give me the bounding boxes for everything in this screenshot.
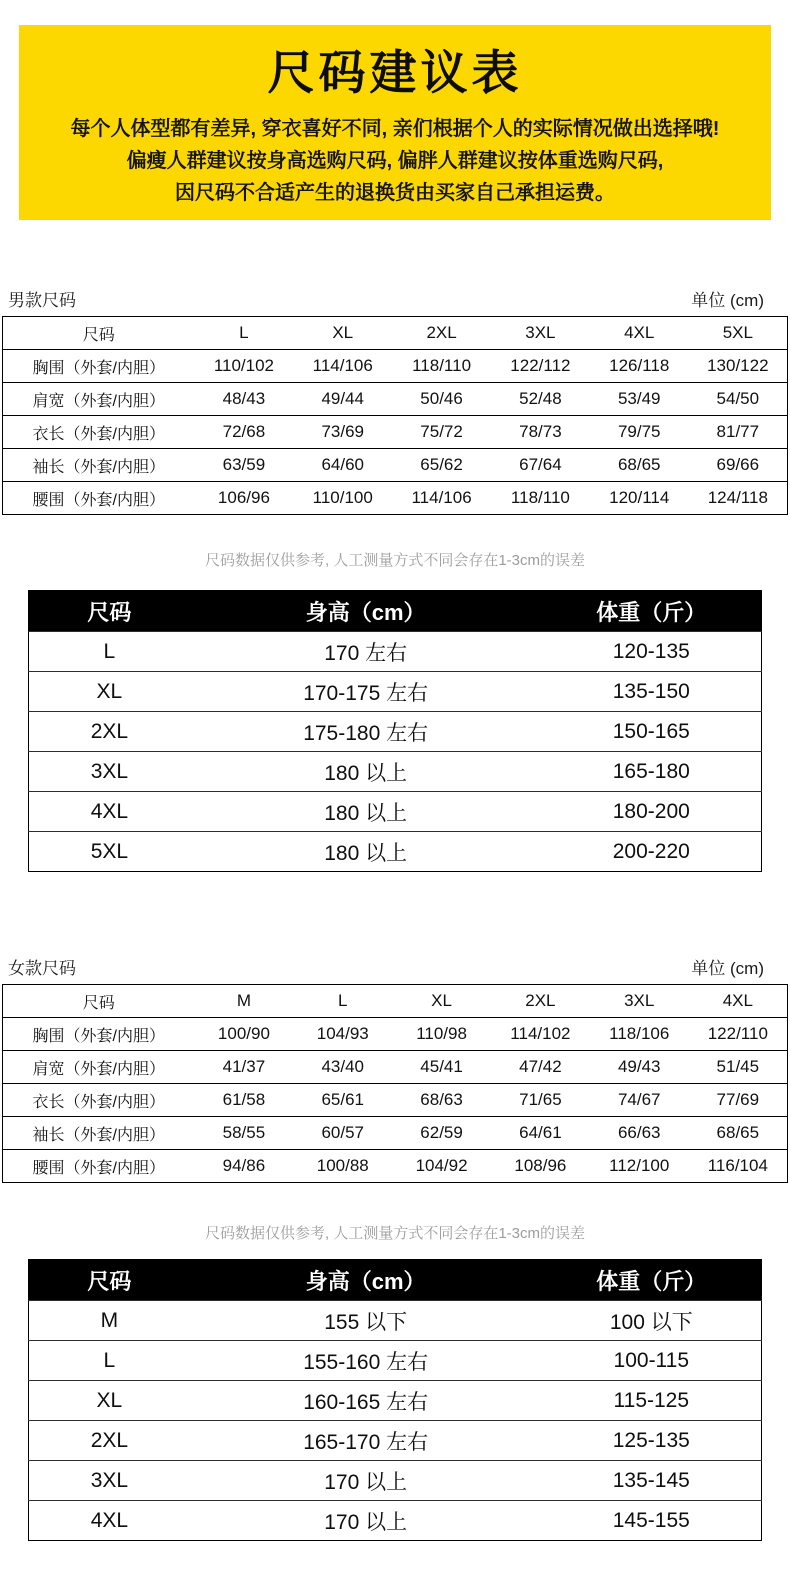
cell: 47/42: [491, 1051, 590, 1084]
cell: 72/68: [195, 416, 294, 449]
men-measurement-table: [2, 316, 788, 515]
column-header: M: [195, 985, 294, 1018]
men-section-label: 男款尺码: [8, 291, 76, 310]
cell: 79/75: [590, 416, 689, 449]
column-header: 尺码: [3, 985, 195, 1018]
cell: 200-220: [542, 832, 762, 872]
cell: 94/86: [195, 1150, 294, 1183]
cell: 180-200: [542, 792, 762, 832]
cell: 100/90: [195, 1018, 294, 1051]
cell: 73/69: [293, 416, 392, 449]
cell: 67/64: [491, 449, 590, 482]
cell: 120-135: [542, 632, 762, 672]
cell: 180 以上: [190, 832, 542, 872]
row-label: L: [29, 632, 190, 672]
table-row: [29, 1501, 762, 1541]
row-label: 袖长（外套/内胆）: [3, 1117, 195, 1150]
cell: 122/112: [491, 350, 590, 383]
cell: 50/46: [392, 383, 491, 416]
row-label: 3XL: [29, 752, 190, 792]
cell: 165-180: [542, 752, 762, 792]
cell: 122/110: [689, 1018, 788, 1051]
table-row: [3, 1051, 788, 1084]
column-header: 4XL: [689, 985, 788, 1018]
cell: 68/65: [590, 449, 689, 482]
column-header: 尺码: [29, 1260, 190, 1301]
row-label: XL: [29, 672, 190, 712]
cell: 54/50: [689, 383, 788, 416]
cell: 64/60: [293, 449, 392, 482]
cell: 175-180 左右: [190, 712, 542, 752]
row-label: 肩宽（外套/内胆）: [3, 1051, 195, 1084]
men-recommendation-table: [28, 590, 762, 872]
cell: 160-165 左右: [190, 1381, 542, 1421]
column-header: 尺码: [3, 317, 195, 350]
cell: 66/63: [590, 1117, 689, 1150]
table-row: [29, 1341, 762, 1381]
women-section-header: [0, 954, 790, 979]
men-section-header: [0, 286, 790, 311]
cell: 74/67: [590, 1084, 689, 1117]
table-row: [3, 449, 788, 482]
women-note: 尺码数据仅供参考, 人工测量方式不同会存在1-3cm的误差: [204, 1225, 585, 1242]
column-header: 5XL: [689, 317, 788, 350]
row-label: XL: [29, 1381, 190, 1421]
row-label: 胸围（外套/内胆）: [3, 1018, 195, 1051]
cell: 51/45: [689, 1051, 788, 1084]
cell: 69/66: [689, 449, 788, 482]
header-row: [3, 985, 788, 1018]
cell: 170 以上: [190, 1461, 542, 1501]
cell: 150-165: [542, 712, 762, 752]
cell: 75/72: [392, 416, 491, 449]
cell: 124/118: [689, 482, 788, 515]
cell: 41/37: [195, 1051, 294, 1084]
row-label: 3XL: [29, 1461, 190, 1501]
column-header: 体重（斤）: [542, 591, 762, 632]
row-label: 肩宽（外套/内胆）: [3, 383, 195, 416]
cell: 49/44: [293, 383, 392, 416]
cell: 61/58: [195, 1084, 294, 1117]
cell: 106/96: [195, 482, 294, 515]
cell: 100/88: [293, 1150, 392, 1183]
cell: 180 以上: [190, 792, 542, 832]
cell: 58/55: [195, 1117, 294, 1150]
table-row: [3, 350, 788, 383]
column-header: L: [195, 317, 294, 350]
table-row: [3, 416, 788, 449]
cell: 180 以上: [190, 752, 542, 792]
banner-line-1: 每个人体型都有差异, 穿衣喜好不同, 亲们根据个人的实际情况做出选择哦!: [70, 117, 720, 140]
cell: 155-160 左右: [190, 1341, 542, 1381]
row-label: 衣长（外套/内胆）: [3, 416, 195, 449]
column-header: 2XL: [392, 317, 491, 350]
cell: 118/110: [491, 482, 590, 515]
cell: 112/100: [590, 1150, 689, 1183]
table-row: [29, 1381, 762, 1421]
cell: 116/104: [689, 1150, 788, 1183]
cell: 155 以下: [190, 1301, 542, 1341]
cell: 135-150: [542, 672, 762, 712]
column-header: 4XL: [590, 317, 689, 350]
table-row: [3, 482, 788, 515]
cell: 65/62: [392, 449, 491, 482]
column-header: 身高（cm）: [190, 1260, 542, 1301]
cell: 71/65: [491, 1084, 590, 1117]
row-label: 衣长（外套/内胆）: [3, 1084, 195, 1117]
cell: 115-125: [542, 1381, 762, 1421]
column-header: XL: [392, 985, 491, 1018]
table-row: [3, 1117, 788, 1150]
cell: 100 以下: [542, 1301, 762, 1341]
header-row: [29, 591, 762, 632]
size-guide-banner: [19, 25, 771, 220]
cell: 77/69: [689, 1084, 788, 1117]
cell: 114/106: [293, 350, 392, 383]
column-header: 体重（斤）: [542, 1260, 762, 1301]
cell: 78/73: [491, 416, 590, 449]
column-header: 3XL: [590, 985, 689, 1018]
cell: 125-135: [542, 1421, 762, 1461]
cell: 104/93: [293, 1018, 392, 1051]
cell: 120/114: [590, 482, 689, 515]
header-row: [29, 1260, 762, 1301]
cell: 114/106: [392, 482, 491, 515]
table-row: [29, 672, 762, 712]
cell: 165-170 左右: [190, 1421, 542, 1461]
cell: 170 以上: [190, 1501, 542, 1541]
cell: 100-115: [542, 1341, 762, 1381]
cell: 114/102: [491, 1018, 590, 1051]
column-header: 2XL: [491, 985, 590, 1018]
cell: 108/96: [491, 1150, 590, 1183]
cell: 60/57: [293, 1117, 392, 1150]
cell: 170 左右: [190, 632, 542, 672]
cell: 63/59: [195, 449, 294, 482]
row-label: 腰围（外套/内胆）: [3, 1150, 195, 1183]
banner-line-3: 因尺码不合适产生的退换货由买家自己承担运费。: [175, 181, 615, 204]
cell: 65/61: [293, 1084, 392, 1117]
cell: 110/98: [392, 1018, 491, 1051]
cell: 43/40: [293, 1051, 392, 1084]
banner-title: 尺码建议表: [267, 46, 523, 99]
row-label: 腰围（外套/内胆）: [3, 482, 195, 515]
men-note: 尺码数据仅供参考, 人工测量方式不同会存在1-3cm的误差: [204, 552, 585, 569]
row-label: 袖长（外套/内胆）: [3, 449, 195, 482]
cell: 53/49: [590, 383, 689, 416]
table-row: [3, 1084, 788, 1117]
row-label: 2XL: [29, 712, 190, 752]
column-header: XL: [293, 317, 392, 350]
table-row: [29, 1461, 762, 1501]
cell: 118/110: [392, 350, 491, 383]
table-row: [29, 1301, 762, 1341]
cell: 68/63: [392, 1084, 491, 1117]
row-label: 2XL: [29, 1421, 190, 1461]
table-row: [29, 792, 762, 832]
cell: 68/65: [689, 1117, 788, 1150]
table-row: [29, 712, 762, 752]
header-row: [3, 317, 788, 350]
men-unit-label: 单位 (cm): [691, 291, 764, 310]
cell: 62/59: [392, 1117, 491, 1150]
women-unit-label: 单位 (cm): [691, 959, 764, 978]
cell: 110/100: [293, 482, 392, 515]
cell: 81/77: [689, 416, 788, 449]
row-label: 胸围（外套/内胆）: [3, 350, 195, 383]
cell: 126/118: [590, 350, 689, 383]
table-row: [3, 1150, 788, 1183]
table-row: [29, 1421, 762, 1461]
table-row: [3, 1018, 788, 1051]
cell: 145-155: [542, 1501, 762, 1541]
cell: 110/102: [195, 350, 294, 383]
cell: 135-145: [542, 1461, 762, 1501]
cell: 170-175 左右: [190, 672, 542, 712]
women-measurement-table: [2, 984, 788, 1183]
table-row: [3, 383, 788, 416]
row-label: L: [29, 1341, 190, 1381]
cell: 118/106: [590, 1018, 689, 1051]
cell: 49/43: [590, 1051, 689, 1084]
row-label: 5XL: [29, 832, 190, 872]
table-row: [29, 832, 762, 872]
column-header: L: [293, 985, 392, 1018]
table-row: [29, 632, 762, 672]
cell: 130/122: [689, 350, 788, 383]
cell: 104/92: [392, 1150, 491, 1183]
row-label: 4XL: [29, 1501, 190, 1541]
cell: 45/41: [392, 1051, 491, 1084]
column-header: 尺码: [29, 591, 190, 632]
cell: 64/61: [491, 1117, 590, 1150]
women-recommendation-table: [28, 1259, 762, 1541]
row-label: M: [29, 1301, 190, 1341]
women-section-label: 女款尺码: [8, 959, 76, 978]
banner-line-2: 偏瘦人群建议按身高选购尺码, 偏胖人群建议按体重选购尺码,: [126, 149, 664, 172]
row-label: 4XL: [29, 792, 190, 832]
cell: 48/43: [195, 383, 294, 416]
cell: 52/48: [491, 383, 590, 416]
column-header: 身高（cm）: [190, 591, 542, 632]
table-row: [29, 752, 762, 792]
column-header: 3XL: [491, 317, 590, 350]
